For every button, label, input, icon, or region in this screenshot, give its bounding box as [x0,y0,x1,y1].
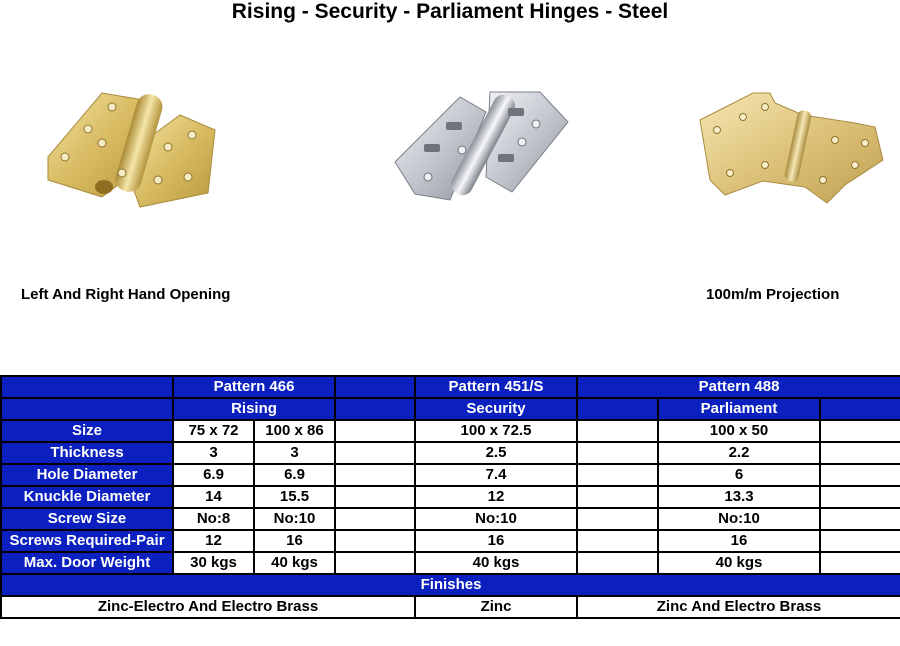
table-cell: 100 x 72.5 [415,420,577,442]
pattern-451s-header: Pattern 451/S [415,376,577,398]
security-type-header: Security [415,398,577,420]
table-row [1,530,900,552]
table-cell: 2.2 [658,442,820,464]
table-cell: 16 [415,530,577,552]
rising-type-header: Rising [173,398,335,420]
table-cell: 6.9 [254,464,335,486]
table-cell: 15.5 [254,486,335,508]
table-cell [820,508,900,530]
header-blank-cell [577,398,658,420]
table-cell [335,420,415,442]
table-cell [577,508,658,530]
table-cell: 40 kgs [415,552,577,574]
table-row [1,508,900,530]
table-cell [577,486,658,508]
table-cell: 2.5 [415,442,577,464]
table-cell: 40 kgs [254,552,335,574]
pattern-row [1,376,900,398]
table-cell: 3 [254,442,335,464]
table-cell: 14 [173,486,254,508]
table-cell [335,530,415,552]
page-title: Rising - Security - Parliament Hinges - Steel [231,0,669,23]
table-cell: 6 [658,464,820,486]
table-cell [820,530,900,552]
table-row [1,420,900,442]
pattern-488-header: Pattern 488 [577,376,900,398]
table-cell: No:8 [173,508,254,530]
table-row [1,464,900,486]
table-cell: 16 [254,530,335,552]
parliament-type-header: Parliament [658,398,820,420]
table-cell [577,530,658,552]
table-cell [335,552,415,574]
security-hinge-image [390,82,570,212]
type-row [1,398,900,420]
table-cell: 6.9 [173,464,254,486]
table-cell: No:10 [658,508,820,530]
table-cell: 7.4 [415,464,577,486]
table-cell [577,464,658,486]
header-blank-cell [1,376,173,398]
header-blank-cell [335,376,415,398]
finishes-row [1,596,900,618]
table-cell: 75 x 72 [173,420,254,442]
table-cell [577,442,658,464]
rising-caption: Left And Right Hand Opening [21,286,231,303]
table-cell [820,486,900,508]
table-cell: 30 kgs [173,552,254,574]
table-cell [577,420,658,442]
table-cell: 13.3 [658,486,820,508]
table-cell [820,442,900,464]
table-cell [335,442,415,464]
row-label: Screws Required-Pair [1,530,173,552]
specification-table [0,375,900,619]
row-label: Thickness [1,442,173,464]
table-cell [820,464,900,486]
table-cell: 12 [173,530,254,552]
pattern-466-header: Pattern 466 [173,376,335,398]
row-label: Knuckle Diameter [1,486,173,508]
header-blank-cell [335,398,415,420]
table-cell: 100 x 86 [254,420,335,442]
table-cell: 100 x 50 [658,420,820,442]
row-label: Max. Door Weight [1,552,173,574]
table-cell [335,508,415,530]
table-cell [577,552,658,574]
finishes-heading: Finishes [1,574,900,596]
rising-finish: Zinc-Electro And Electro Brass [1,596,415,618]
parliament-caption: 100m/m Projection [706,286,840,303]
table-cell [820,420,900,442]
security-finish: Zinc [415,596,577,618]
row-label: Hole Diameter [1,464,173,486]
table-cell: 3 [173,442,254,464]
table-cell [335,464,415,486]
table-cell: No:10 [415,508,577,530]
table-cell [820,552,900,574]
parliament-hinge-image [695,85,890,215]
table-cell: 12 [415,486,577,508]
header-blank-cell [1,398,173,420]
row-label: Size [1,420,173,442]
table-cell: 16 [658,530,820,552]
table-row [1,486,900,508]
table-cell: No:10 [254,508,335,530]
table-row [1,552,900,574]
table-row [1,442,900,464]
parliament-finish: Zinc And Electro Brass [577,596,900,618]
finishes-heading-row [1,574,900,596]
header-blank-cell [820,398,900,420]
table-cell: 40 kgs [658,552,820,574]
rising-hinge-image [40,85,220,210]
table-cell [335,486,415,508]
row-label: Screw Size [1,508,173,530]
